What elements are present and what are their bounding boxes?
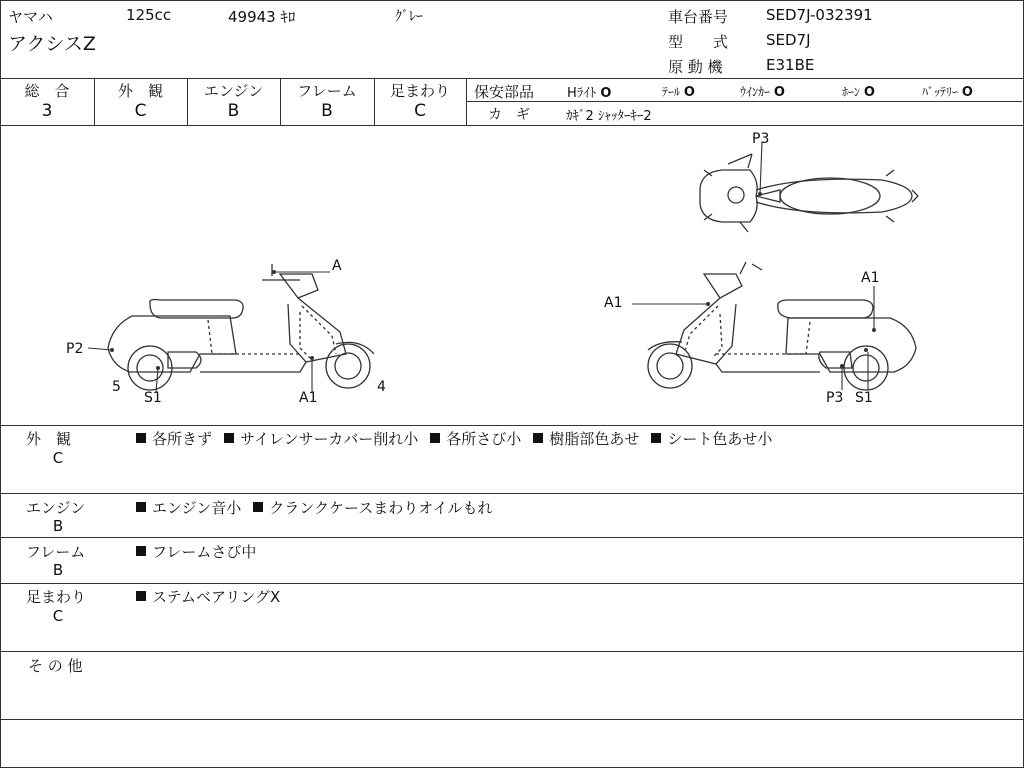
mileage: 49943 ｷﾛ bbox=[228, 8, 296, 26]
frame-no-label: 車台番号 bbox=[668, 8, 729, 26]
divider bbox=[0, 425, 1024, 426]
section-grade-frame: B bbox=[52, 561, 64, 579]
section-items-frame bbox=[136, 541, 268, 562]
diagram-label-left-a: A bbox=[332, 258, 342, 274]
observation-text: 各所きず bbox=[152, 430, 213, 448]
safety-item-mark: O bbox=[961, 85, 973, 100]
section-label-frame: フレーム bbox=[26, 543, 86, 561]
observation-item bbox=[430, 428, 521, 449]
grade-label-engine: エンジン bbox=[203, 82, 264, 100]
observation-text: フレームさび中 bbox=[152, 543, 257, 561]
safety-item-battery bbox=[922, 83, 973, 100]
observation-item bbox=[224, 428, 418, 449]
observation-item bbox=[136, 497, 241, 518]
safety-item-winker bbox=[740, 83, 785, 100]
safety-item-name: ﾃｰﾙ bbox=[662, 85, 681, 99]
displacement: 125cc bbox=[126, 6, 172, 24]
observation-item bbox=[651, 428, 772, 449]
observation-text: サイレンサーカバー削れ小 bbox=[240, 430, 419, 448]
divider bbox=[0, 719, 1024, 720]
diagram-label-left-p2: P2 bbox=[66, 341, 84, 357]
engine-label: 原 動 機 bbox=[668, 58, 723, 76]
color: ｸﾞﾚｰ bbox=[395, 9, 423, 25]
safety-label: 保安部品 bbox=[474, 83, 535, 101]
diagram-label-left-a1: A1 bbox=[299, 390, 318, 406]
safety-item-mark: O bbox=[600, 86, 612, 101]
safety-item-mark: O bbox=[683, 85, 695, 100]
safety-item-mark: O bbox=[773, 85, 785, 100]
safety-item-name: ｳｲﾝｶｰ bbox=[740, 85, 771, 99]
observation-text: 樹脂部色あせ bbox=[549, 430, 640, 448]
diagram-label-top-p3: P3 bbox=[752, 131, 770, 147]
grade-label-frame: フレーム bbox=[297, 82, 357, 100]
observation-text: クランクケースまわりオイルもれ bbox=[269, 499, 493, 517]
section-grade-exterior: C bbox=[52, 449, 64, 467]
model-name: アクシスZ bbox=[8, 33, 96, 55]
bullet-icon bbox=[136, 591, 146, 601]
safety-item-name: ﾊﾞｯﾃﾘｰ bbox=[922, 85, 959, 99]
type-label: 型 式 bbox=[668, 33, 729, 51]
safety-item-name: Hﾗｲﾄ bbox=[567, 86, 597, 101]
grade-value-suspension: C bbox=[414, 101, 426, 121]
section-items-exterior bbox=[136, 428, 784, 449]
divider bbox=[0, 78, 1024, 79]
diagram-label-left-s1: S1 bbox=[144, 390, 162, 406]
safety-item-mark: O bbox=[863, 85, 875, 100]
section-grade-suspension: C bbox=[52, 607, 64, 625]
section-label-exterior: 外 観 bbox=[26, 430, 72, 448]
divider bbox=[0, 493, 1024, 494]
section-label-other: そ の 他 bbox=[28, 657, 83, 675]
divider bbox=[466, 101, 1022, 102]
grade-value-frame: B bbox=[321, 101, 333, 121]
bullet-icon bbox=[253, 502, 263, 512]
divider bbox=[0, 651, 1024, 652]
divider bbox=[0, 537, 1024, 538]
scooter-left-view bbox=[108, 264, 374, 390]
type-value: SED7J bbox=[766, 31, 811, 49]
observation-item bbox=[136, 428, 212, 449]
grade-value-overall: 3 bbox=[41, 101, 53, 121]
bullet-icon bbox=[224, 433, 234, 443]
key-text: ｶｷﾞ2 ｼｬｯﾀｰｷｰ2 bbox=[566, 109, 652, 124]
grade-label-overall: 総 合 bbox=[24, 82, 70, 100]
diagram-label-right-a1-left: A1 bbox=[604, 295, 623, 311]
observation-item bbox=[533, 428, 639, 449]
safety-item-headlight bbox=[567, 82, 611, 101]
engine-value: E31BE bbox=[766, 56, 815, 74]
bullet-icon bbox=[430, 433, 440, 443]
diagram-label-right-p3: P3 bbox=[826, 390, 844, 406]
diagram-label-left-5: 5 bbox=[112, 379, 121, 395]
observation-item bbox=[136, 586, 280, 607]
observation-item bbox=[136, 541, 256, 562]
section-label-suspension: 足まわり bbox=[26, 588, 87, 606]
observation-text: エンジン音小 bbox=[152, 499, 242, 517]
diagram-label-left-4: 4 bbox=[377, 379, 386, 395]
grade-label-suspension: 足まわり bbox=[389, 82, 450, 100]
bullet-icon bbox=[136, 433, 146, 443]
divider bbox=[0, 583, 1024, 584]
bullet-icon bbox=[136, 546, 146, 556]
section-items-suspension bbox=[136, 586, 292, 607]
bullet-icon bbox=[651, 433, 661, 443]
frame-no: SED7J-032391 bbox=[766, 6, 873, 24]
grade-value-exterior: C bbox=[134, 101, 147, 121]
section-items-engine bbox=[136, 497, 504, 518]
grade-value-engine: B bbox=[227, 101, 240, 121]
observation-text: 各所さび小 bbox=[446, 430, 522, 448]
scooter-top-view bbox=[700, 154, 918, 232]
section-label-engine: エンジン bbox=[26, 499, 86, 517]
diagram-label-right-s1: S1 bbox=[855, 390, 873, 406]
grade-label-exterior: 外 観 bbox=[117, 82, 163, 100]
section-grade-engine: B bbox=[52, 517, 64, 535]
safety-item-horn bbox=[842, 83, 875, 100]
safety-item-tail bbox=[662, 83, 695, 100]
observation-item bbox=[253, 497, 492, 518]
observation-text: シート色あせ小 bbox=[667, 430, 773, 448]
safety-item-name: ﾎｰﾝ bbox=[842, 85, 861, 99]
bullet-icon bbox=[533, 433, 543, 443]
maker: ヤマハ bbox=[8, 8, 53, 26]
diagram-label-right-a1-top: A1 bbox=[861, 270, 880, 286]
key-label: カ ギ bbox=[488, 107, 530, 123]
bullet-icon bbox=[136, 502, 146, 512]
observation-text: ステムベアリングX bbox=[152, 588, 281, 606]
